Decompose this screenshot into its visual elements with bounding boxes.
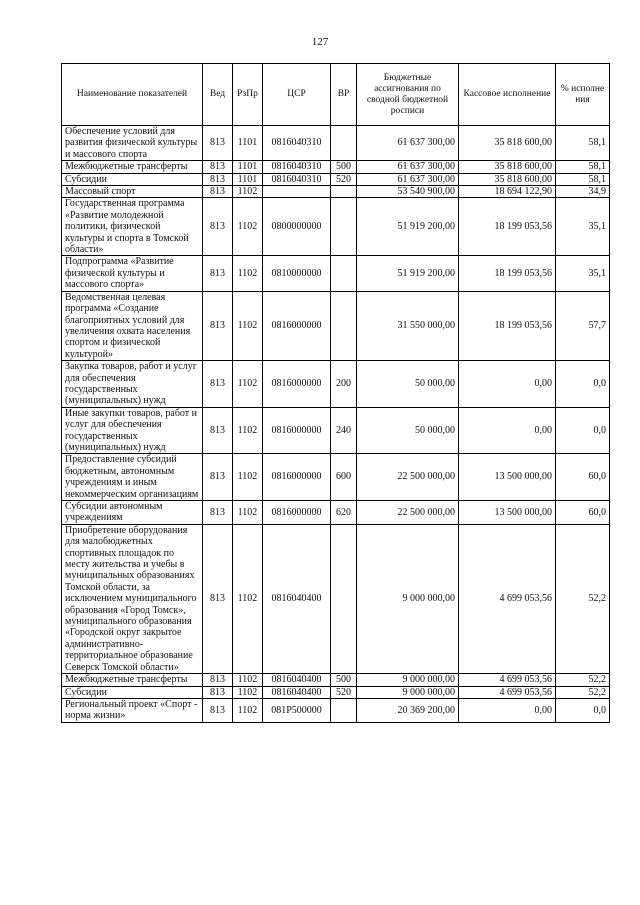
cell-csr: 0810000000 [263, 256, 331, 291]
cell-name: Межбюджетные трансферты [62, 161, 203, 173]
cell-budget: 50 000,00 [357, 407, 459, 454]
cell-ved: 813 [203, 198, 233, 256]
cell-budget: 61 637 300,00 [357, 161, 459, 173]
cell-ved: 813 [203, 501, 233, 525]
cell-rzpr: 1102 [233, 524, 263, 673]
table-row [62, 173, 610, 185]
cell-vr: 620 [331, 501, 357, 525]
cell-name: Иные закупки товаров, работ и услуг для обеспечения государственных (муниципальных) нужд [62, 407, 203, 454]
table-row [62, 291, 610, 360]
cell-budget: 9 000 000,00 [357, 674, 459, 686]
cell-csr: 0816000000 [263, 407, 331, 454]
cell-csr: 0816000000 [263, 291, 331, 360]
cell-csr: 081P500000 [263, 698, 331, 722]
cell-ved: 813 [203, 173, 233, 185]
cell-csr: 0816040400 [263, 674, 331, 686]
table-row [62, 698, 610, 722]
table-row [62, 256, 610, 291]
cell-rzpr: 1102 [233, 291, 263, 360]
cell-name: Региональный проект «Спорт - норма жизни» [62, 698, 203, 722]
cell-rzpr: 1101 [233, 161, 263, 173]
cell-name: Массовый спорт [62, 186, 203, 198]
cell-cash: 0,00 [459, 361, 556, 408]
cell-csr: 0816000000 [263, 454, 331, 501]
cell-budget: 51 919 200,00 [357, 256, 459, 291]
page-number: 127 [311, 36, 329, 48]
cell-percent: 60,0 [556, 501, 610, 525]
cell-percent: 58,1 [556, 126, 610, 161]
cell-percent: 35,1 [556, 198, 610, 256]
cell-csr: 0800000000 [263, 198, 331, 256]
cell-cash: 4 699 053,56 [459, 674, 556, 686]
cell-percent: 35,1 [556, 256, 610, 291]
cell-rzpr: 1102 [233, 256, 263, 291]
table-row [62, 524, 610, 673]
cell-percent: 0,0 [556, 698, 610, 722]
cell-vr [331, 126, 357, 161]
cell-name: Межбюджетные трансферты [62, 674, 203, 686]
cell-ved: 813 [203, 361, 233, 408]
cell-rzpr: 1102 [233, 361, 263, 408]
cell-ved: 813 [203, 686, 233, 698]
cell-csr: 0816000000 [263, 361, 331, 408]
table-row [62, 126, 610, 161]
cell-csr: 0816040310 [263, 173, 331, 185]
cell-vr: 520 [331, 173, 357, 185]
cell-cash: 35 818 600,00 [459, 161, 556, 173]
cell-name: Предоставление субсидий бюджетным, автономным учреждениям и иным некоммерческим организациям [62, 454, 203, 501]
cell-csr: 0816000000 [263, 501, 331, 525]
cell-name: Обеспечение условий для развития физической культуры и массового спорта [62, 126, 203, 161]
table-row [62, 686, 610, 698]
cell-rzpr: 1101 [233, 126, 263, 161]
cell-ved: 813 [203, 698, 233, 722]
cell-name: Подпрограмма «Развитие физической культуры и массового спорта» [62, 256, 203, 291]
cell-percent: 60,0 [556, 454, 610, 501]
header-cash: Кассовое исполнение [459, 64, 556, 126]
cell-vr [331, 186, 357, 198]
cell-ved: 813 [203, 674, 233, 686]
table-body [62, 126, 610, 723]
table-header-row [62, 64, 610, 126]
cell-ved: 813 [203, 186, 233, 198]
table-row [62, 361, 610, 408]
cell-budget: 31 550 000,00 [357, 291, 459, 360]
cell-budget: 22 500 000,00 [357, 454, 459, 501]
cell-cash: 18 199 053,56 [459, 291, 556, 360]
table-row [62, 501, 610, 525]
cell-ved: 813 [203, 161, 233, 173]
cell-ved: 813 [203, 407, 233, 454]
cell-rzpr: 1101 [233, 173, 263, 185]
cell-budget: 53 540 900,00 [357, 186, 459, 198]
cell-rzpr: 1102 [233, 198, 263, 256]
cell-cash: 0,00 [459, 698, 556, 722]
cell-percent: 52,2 [556, 674, 610, 686]
cell-budget: 61 637 300,00 [357, 173, 459, 185]
cell-name: Субсидии [62, 173, 203, 185]
cell-percent: 0,0 [556, 407, 610, 454]
cell-name: Субсидии автономным учреждениям [62, 501, 203, 525]
cell-cash: 13 500 000,00 [459, 454, 556, 501]
cell-rzpr: 1102 [233, 674, 263, 686]
cell-cash: 4 699 053,56 [459, 524, 556, 673]
header-budget: Бюджетные ассигнования по сводной бюджетной росписи [357, 64, 459, 126]
table-row [62, 198, 610, 256]
table-row [62, 186, 610, 198]
cell-ved: 813 [203, 524, 233, 673]
header-percent: % исполне ния [556, 64, 610, 126]
cell-cash: 35 818 600,00 [459, 126, 556, 161]
cell-name: Ведомственная целевая программа «Создание благоприятных условий для увеличения охвата населения спортом и физической культурой» [62, 291, 203, 360]
cell-cash: 18 199 053,56 [459, 256, 556, 291]
cell-rzpr: 1102 [233, 698, 263, 722]
cell-name: Приобретение оборудования для малобюджетных спортивных площадок по месту жительства и учебы в муниципальных образованиях Томской области, за исключением муниципального образования «Город Томск», муниципального образования «Городской округ закрытое административно-территориальное образование Северск Томской области» [62, 524, 203, 673]
cell-percent: 0,0 [556, 361, 610, 408]
cell-budget: 9 000 000,00 [357, 524, 459, 673]
table-row [62, 454, 610, 501]
cell-ved: 813 [203, 454, 233, 501]
header-vr: ВР [331, 64, 357, 126]
cell-ved: 813 [203, 256, 233, 291]
table-row [62, 161, 610, 173]
cell-ved: 813 [203, 126, 233, 161]
cell-csr: 0816040400 [263, 686, 331, 698]
cell-cash: 4 699 053,56 [459, 686, 556, 698]
cell-vr [331, 291, 357, 360]
cell-percent: 52,2 [556, 686, 610, 698]
header-csr: ЦСР [263, 64, 331, 126]
cell-ved: 813 [203, 291, 233, 360]
cell-vr: 600 [331, 454, 357, 501]
cell-vr: 500 [331, 161, 357, 173]
cell-percent: 57,7 [556, 291, 610, 360]
cell-csr: 0816040310 [263, 126, 331, 161]
cell-rzpr: 1102 [233, 454, 263, 501]
cell-cash: 0,00 [459, 407, 556, 454]
cell-budget: 9 000 000,00 [357, 686, 459, 698]
cell-vr: 200 [331, 361, 357, 408]
header-ved: Вед [203, 64, 233, 126]
cell-percent: 58,1 [556, 173, 610, 185]
budget-execution-table [61, 63, 610, 723]
cell-percent: 34,9 [556, 186, 610, 198]
cell-budget: 61 637 300,00 [357, 126, 459, 161]
cell-rzpr: 1102 [233, 686, 263, 698]
cell-vr [331, 698, 357, 722]
cell-budget: 20 369 200,00 [357, 698, 459, 722]
cell-vr: 520 [331, 686, 357, 698]
cell-csr: 0816040310 [263, 161, 331, 173]
cell-rzpr: 1102 [233, 186, 263, 198]
cell-name: Субсидии [62, 686, 203, 698]
cell-cash: 18 694 122,90 [459, 186, 556, 198]
cell-budget: 51 919 200,00 [357, 198, 459, 256]
cell-name: Закупка товаров, работ и услуг для обеспечения государственных (муниципальных) нужд [62, 361, 203, 408]
cell-vr: 240 [331, 407, 357, 454]
cell-vr [331, 256, 357, 291]
cell-vr: 500 [331, 674, 357, 686]
header-rzpr: РзПр [233, 64, 263, 126]
table-row [62, 407, 610, 454]
cell-csr [263, 186, 331, 198]
cell-cash: 35 818 600,00 [459, 173, 556, 185]
cell-vr [331, 198, 357, 256]
header-name: Наименование показателей [62, 64, 203, 126]
cell-csr: 0816040400 [263, 524, 331, 673]
cell-vr [331, 524, 357, 673]
cell-rzpr: 1102 [233, 407, 263, 454]
table-row [62, 674, 610, 686]
cell-rzpr: 1102 [233, 501, 263, 525]
cell-percent: 58,1 [556, 161, 610, 173]
cell-name: Государственная программа «Развитие молодежной политики, физической культуры и спорта в Томской области» [62, 198, 203, 256]
cell-cash: 13 500 000,00 [459, 501, 556, 525]
cell-budget: 50 000,00 [357, 361, 459, 408]
cell-budget: 22 500 000,00 [357, 501, 459, 525]
cell-cash: 18 199 053,56 [459, 198, 556, 256]
cell-percent: 52,2 [556, 524, 610, 673]
